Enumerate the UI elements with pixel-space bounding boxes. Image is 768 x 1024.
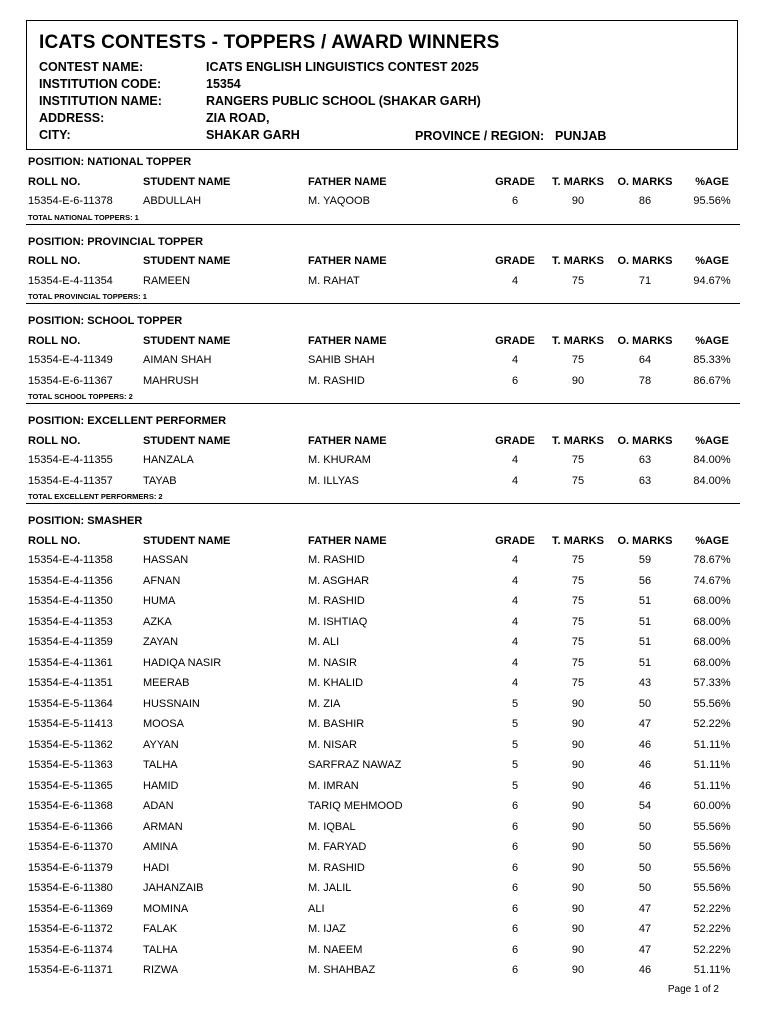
table-row [26, 694, 740, 715]
table-header-row [26, 252, 740, 271]
cell-obtained-marks: 59 [638, 554, 652, 567]
column-header-roll-no: ROLL NO. [28, 175, 81, 188]
table-row [26, 735, 740, 756]
column-header-grade: GRADE [495, 534, 535, 547]
cell-total-marks: 75 [571, 574, 585, 587]
column-header-student-name: STUDENT NAME [143, 334, 231, 347]
column-header-father-name: FATHER NAME [308, 334, 387, 347]
cell-obtained-marks: 54 [638, 800, 652, 813]
section-2 [26, 312, 740, 404]
institution-code-value: 15354 [206, 77, 241, 91]
cell-grade: 6 [511, 943, 519, 956]
cell-percentage: 55.56% [693, 697, 731, 710]
cell-student-name: AYYAN [143, 738, 179, 751]
cell-grade: 6 [511, 841, 519, 854]
section-3 [26, 412, 740, 504]
cell-roll-no: 15354-E-5-11413 [28, 718, 113, 731]
column-header-father-name: FATHER NAME [308, 434, 387, 447]
cell-roll-no: 15354-E-4-11358 [28, 554, 113, 567]
column-header-obtained-marks: O. MARKS [617, 434, 673, 447]
cell-father-name: M. ZIA [308, 697, 341, 710]
cell-father-name: M. RASHID [308, 554, 365, 567]
cell-percentage: 55.56% [693, 841, 731, 854]
column-header-student-name: STUDENT NAME [143, 255, 231, 267]
cell-roll-no: 15354-E-4-11355 [28, 454, 113, 467]
cell-total-marks: 75 [571, 615, 585, 628]
column-header-obtained-marks: O. MARKS [617, 534, 673, 547]
cell-grade: 5 [511, 697, 519, 710]
cell-total-marks: 90 [571, 943, 585, 956]
cell-student-name: HUMA [143, 595, 176, 608]
column-header-total-marks: T. MARKS [552, 175, 604, 188]
cell-student-name: HUSSNAIN [143, 697, 200, 710]
cell-obtained-marks: 50 [638, 882, 652, 895]
address-label: ADDRESS: [39, 111, 105, 125]
cell-obtained-marks: 86 [638, 195, 652, 208]
cell-roll-no: 15354-E-5-11364 [28, 697, 113, 710]
cell-percentage: 51.11% [693, 738, 731, 751]
table-header-row [26, 431, 740, 450]
column-header-grade: GRADE [495, 175, 535, 188]
cell-father-name: SARFRAZ NAWAZ [308, 759, 402, 772]
cell-total-marks: 90 [571, 861, 585, 874]
cell-father-name: M. IJAZ [308, 923, 346, 936]
cell-percentage: 51.11% [693, 964, 731, 977]
cell-roll-no: 15354-E-6-11367 [28, 374, 113, 387]
cell-percentage: 86.67% [693, 374, 731, 387]
column-header-roll-no: ROLL NO. [28, 334, 81, 347]
cell-roll-no: 15354-E-5-11365 [28, 779, 113, 792]
table-row [26, 960, 740, 981]
cell-student-name: ADAN [143, 800, 174, 813]
section-total: TOTAL EXCELLENT PERFORMERS: 2 [26, 491, 740, 504]
column-header-student-name: STUDENT NAME [143, 534, 231, 547]
cell-obtained-marks: 47 [638, 923, 652, 936]
cell-percentage: 84.00% [693, 474, 731, 487]
cell-roll-no: 15354-E-6-11374 [28, 943, 113, 956]
cell-roll-no: 15354-E-5-11363 [28, 759, 113, 772]
cell-student-name: RIZWA [143, 964, 179, 977]
cell-roll-no: 15354-E-6-11372 [28, 923, 113, 936]
cell-roll-no: 15354-E-6-11370 [28, 841, 113, 854]
cell-student-name: ABDULLAH [143, 195, 202, 208]
cell-student-name: TALHA [143, 943, 178, 956]
cell-percentage: 55.56% [693, 882, 731, 895]
cell-obtained-marks: 50 [638, 861, 652, 874]
cell-roll-no: 15354-E-6-11369 [28, 902, 113, 915]
cell-obtained-marks: 47 [638, 902, 652, 915]
table-row [26, 714, 740, 735]
cell-total-marks: 75 [571, 554, 585, 567]
column-header-grade: GRADE [495, 334, 535, 347]
cell-father-name: M. NISAR [308, 738, 357, 751]
cell-grade: 4 [511, 474, 519, 487]
cell-obtained-marks: 50 [638, 697, 652, 710]
cell-grade: 5 [511, 759, 519, 772]
cell-grade: 5 [511, 738, 519, 751]
cell-student-name: AIMAN SHAH [143, 354, 212, 367]
cell-total-marks: 75 [571, 677, 585, 690]
cell-percentage: 95.56% [693, 195, 731, 208]
table-row [26, 450, 740, 471]
cell-obtained-marks: 71 [638, 274, 652, 287]
cell-grade: 6 [511, 964, 519, 977]
cell-obtained-marks: 47 [638, 943, 652, 956]
cell-total-marks: 75 [571, 636, 585, 649]
cell-roll-no: 15354-E-4-11353 [28, 615, 113, 628]
cell-obtained-marks: 43 [638, 677, 652, 690]
cell-percentage: 85.33% [693, 354, 731, 367]
cell-percentage: 51.11% [693, 779, 731, 792]
cell-grade: 5 [511, 718, 519, 731]
table-header-row [26, 531, 740, 550]
section-4 [26, 512, 740, 981]
column-header-obtained-marks: O. MARKS [617, 255, 673, 267]
cell-father-name: M. SHAHBAZ [308, 964, 376, 977]
column-header-grade: GRADE [495, 255, 535, 267]
table-row [26, 591, 740, 612]
cell-total-marks: 90 [571, 923, 585, 936]
section-total: TOTAL PROVINCIAL TOPPERS: 1 [26, 291, 740, 304]
cell-percentage: 55.56% [693, 861, 731, 874]
cell-grade: 6 [511, 800, 519, 813]
cell-father-name: M. YAQOOB [308, 195, 370, 208]
table-row [26, 612, 740, 633]
cell-total-marks: 90 [571, 738, 585, 751]
cell-student-name: ZAYAN [143, 636, 179, 649]
cell-student-name: AZKA [143, 615, 172, 628]
cell-obtained-marks: 51 [638, 615, 652, 628]
table-row [26, 940, 740, 961]
cell-obtained-marks: 51 [638, 636, 652, 649]
header-box [26, 20, 738, 150]
column-header-percentage: %AGE [695, 334, 729, 347]
cell-father-name: M. JALIL [308, 882, 352, 895]
cell-total-marks: 75 [571, 595, 585, 608]
cell-grade: 6 [511, 923, 519, 936]
cell-percentage: 52.22% [693, 943, 731, 956]
cell-grade: 4 [511, 354, 519, 367]
cell-percentage: 74.67% [693, 574, 731, 587]
cell-obtained-marks: 78 [638, 374, 652, 387]
cell-student-name: HADIQA NASIR [143, 656, 222, 669]
column-header-percentage: %AGE [695, 175, 729, 188]
cell-father-name: M. NAEEM [308, 943, 363, 956]
cell-total-marks: 90 [571, 718, 585, 731]
cell-total-marks: 75 [571, 474, 585, 487]
cell-obtained-marks: 46 [638, 759, 652, 772]
table-row [26, 796, 740, 817]
institution-name-label: INSTITUTION NAME: [39, 94, 162, 108]
cell-percentage: 52.22% [693, 902, 731, 915]
cell-student-name: HANZALA [143, 454, 194, 467]
column-header-percentage: %AGE [695, 434, 729, 447]
cell-obtained-marks: 56 [638, 574, 652, 587]
table-header-row [26, 331, 740, 350]
cell-father-name: M. NASIR [308, 656, 357, 669]
cell-total-marks: 90 [571, 800, 585, 813]
cell-student-name: JAHANZAIB [143, 882, 204, 895]
cell-grade: 5 [511, 779, 519, 792]
cell-percentage: 60.00% [693, 800, 731, 813]
table-row [26, 471, 740, 492]
position-title: POSITION: SCHOOL TOPPER [28, 315, 183, 327]
cell-student-name: AMINA [143, 841, 178, 854]
cell-student-name: FALAK [143, 923, 178, 936]
province-label: PROVINCE / REGION: [415, 129, 545, 143]
cell-student-name: TALHA [143, 759, 178, 772]
cell-percentage: 52.22% [693, 718, 731, 731]
cell-grade: 4 [511, 574, 519, 587]
section-0 [26, 153, 740, 225]
cell-percentage: 84.00% [693, 454, 731, 467]
cell-total-marks: 90 [571, 374, 585, 387]
cell-father-name: ALI [308, 902, 325, 915]
cell-roll-no: 15354-E-4-11361 [28, 656, 113, 669]
cell-total-marks: 90 [571, 759, 585, 772]
column-header-percentage: %AGE [695, 534, 729, 547]
table-row [26, 550, 740, 571]
cell-percentage: 68.00% [693, 636, 731, 649]
results-list [26, 153, 740, 981]
table-row [26, 571, 740, 592]
cell-student-name: HASSAN [143, 554, 189, 567]
table-row [26, 776, 740, 797]
cell-grade: 4 [511, 615, 519, 628]
cell-father-name: M. RAHAT [308, 274, 360, 287]
institution-name-value: RANGERS PUBLIC SCHOOL (SHAKAR GARH) [206, 94, 481, 108]
cell-total-marks: 90 [571, 964, 585, 977]
cell-father-name: M. RASHID [308, 861, 365, 874]
cell-roll-no: 15354-E-6-11379 [28, 861, 113, 874]
section-total: TOTAL NATIONAL TOPPERS: 1 [26, 212, 740, 225]
cell-student-name: HAMID [143, 779, 179, 792]
column-header-obtained-marks: O. MARKS [617, 334, 673, 347]
cell-father-name: M. ASGHAR [308, 574, 370, 587]
cell-father-name: M. RASHID [308, 595, 365, 608]
cell-father-name: M. FARYAD [308, 841, 367, 854]
cell-roll-no: 15354-E-5-11362 [28, 738, 113, 751]
table-row [26, 350, 740, 371]
cell-percentage: 57.33% [693, 677, 731, 690]
cell-obtained-marks: 63 [638, 474, 652, 487]
cell-obtained-marks: 47 [638, 718, 652, 731]
cell-percentage: 52.22% [693, 923, 731, 936]
cell-grade: 6 [511, 861, 519, 874]
cell-grade: 6 [511, 902, 519, 915]
cell-percentage: 68.00% [693, 615, 731, 628]
position-title: POSITION: EXCELLENT PERFORMER [28, 415, 227, 427]
cell-roll-no: 15354-E-4-11354 [28, 274, 113, 287]
column-header-roll-no: ROLL NO. [28, 534, 81, 547]
section-total: TOTAL SCHOOL TOPPERS: 2 [26, 391, 740, 404]
table-row [26, 858, 740, 879]
cell-roll-no: 15354-E-4-11351 [28, 677, 113, 690]
cell-roll-no: 15354-E-6-11380 [28, 882, 113, 895]
cell-obtained-marks: 51 [638, 656, 652, 669]
column-header-obtained-marks: O. MARKS [617, 175, 673, 188]
cell-percentage: 68.00% [693, 595, 731, 608]
cell-obtained-marks: 64 [638, 354, 652, 367]
cell-total-marks: 75 [571, 454, 585, 467]
column-header-father-name: FATHER NAME [308, 175, 387, 188]
table-row [26, 878, 740, 899]
cell-roll-no: 15354-E-4-11359 [28, 636, 113, 649]
column-header-total-marks: T. MARKS [552, 534, 604, 547]
cell-grade: 6 [511, 195, 519, 208]
city-value: SHAKAR GARH [206, 128, 300, 142]
cell-student-name: RAMEEN [143, 274, 191, 287]
cell-father-name: M. KHURAM [308, 454, 371, 467]
cell-father-name: M. BASHIR [308, 718, 365, 731]
cell-obtained-marks: 63 [638, 454, 652, 467]
cell-father-name: M. IQBAL [308, 820, 356, 833]
cell-total-marks: 90 [571, 697, 585, 710]
cell-father-name: TARIQ MEHMOOD [308, 800, 403, 813]
column-header-father-name: FATHER NAME [308, 255, 387, 267]
position-title: POSITION: NATIONAL TOPPER [28, 156, 192, 168]
table-row [26, 371, 740, 392]
table-row [26, 673, 740, 694]
institution-code-label: INSTITUTION CODE: [39, 77, 162, 91]
column-header-father-name: FATHER NAME [308, 534, 387, 547]
cell-student-name: TAYAB [143, 474, 177, 487]
cell-father-name: M. ILLYAS [308, 474, 359, 487]
cell-father-name: SAHIB SHAH [308, 354, 375, 367]
cell-grade: 4 [511, 636, 519, 649]
cell-total-marks: 90 [571, 902, 585, 915]
table-row [26, 899, 740, 920]
cell-student-name: HADI [143, 861, 170, 874]
column-header-roll-no: ROLL NO. [28, 434, 81, 447]
position-title: POSITION: PROVINCIAL TOPPER [28, 235, 204, 248]
column-header-total-marks: T. MARKS [552, 334, 604, 347]
address-value: ZIA ROAD, [206, 111, 270, 125]
cell-total-marks: 75 [571, 274, 585, 287]
column-header-total-marks: T. MARKS [552, 255, 604, 267]
cell-grade: 6 [511, 374, 519, 387]
cell-roll-no: 15354-E-4-11357 [28, 474, 113, 487]
contest-name-value: ICATS ENGLISH LINGUISTICS CONTEST 2025 [206, 60, 479, 74]
city-label: CITY: [39, 128, 71, 142]
cell-obtained-marks: 51 [638, 595, 652, 608]
cell-percentage: 51.11% [693, 759, 731, 772]
cell-grade: 4 [511, 554, 519, 567]
cell-grade: 4 [511, 677, 519, 690]
cell-obtained-marks: 50 [638, 841, 652, 854]
cell-total-marks: 75 [571, 354, 585, 367]
column-header-student-name: STUDENT NAME [143, 434, 231, 447]
cell-grade: 4 [511, 274, 519, 287]
cell-roll-no: 15354-E-6-11366 [28, 820, 113, 833]
column-header-percentage: %AGE [695, 255, 729, 267]
table-row [26, 919, 740, 940]
cell-percentage: 55.56% [693, 820, 731, 833]
page-number: Page 1 of 2 [667, 984, 719, 995]
cell-roll-no: 15354-E-6-11368 [28, 800, 113, 813]
position-title: POSITION: SMASHER [28, 515, 143, 527]
cell-obtained-marks: 46 [638, 738, 652, 751]
cell-father-name: M. IMRAN [308, 779, 359, 792]
cell-obtained-marks: 46 [638, 964, 652, 977]
cell-roll-no: 15354-E-6-11378 [28, 195, 113, 208]
table-row [26, 653, 740, 674]
cell-total-marks: 90 [571, 779, 585, 792]
table-row [26, 755, 740, 776]
cell-grade: 6 [511, 882, 519, 895]
cell-obtained-marks: 46 [638, 779, 652, 792]
cell-roll-no: 15354-E-6-11371 [28, 964, 113, 977]
cell-obtained-marks: 50 [638, 820, 652, 833]
province-value: PUNJAB [555, 129, 607, 143]
table-header-row [26, 172, 740, 191]
cell-father-name: M. ISHTIAQ [308, 615, 368, 628]
cell-percentage: 68.00% [693, 656, 731, 669]
cell-percentage: 78.67% [693, 554, 731, 567]
cell-roll-no: 15354-E-4-11350 [28, 595, 113, 608]
table-row [26, 191, 740, 212]
cell-total-marks: 75 [571, 656, 585, 669]
cell-total-marks: 90 [571, 882, 585, 895]
cell-roll-no: 15354-E-4-11349 [28, 354, 113, 367]
cell-father-name: M. ALI [308, 636, 340, 649]
column-header-total-marks: T. MARKS [552, 434, 604, 447]
cell-student-name: MOOSA [143, 718, 184, 731]
table-row [26, 632, 740, 653]
table-row [26, 837, 740, 858]
cell-percentage: 94.67% [693, 274, 731, 287]
cell-total-marks: 90 [571, 841, 585, 854]
cell-grade: 6 [511, 820, 519, 833]
cell-student-name: AFNAN [143, 574, 181, 587]
section-1 [26, 233, 740, 305]
table-row [26, 271, 740, 292]
cell-total-marks: 90 [571, 820, 585, 833]
contest-name-label: CONTEST NAME: [39, 60, 144, 74]
cell-student-name: MAHRUSH [143, 374, 199, 387]
page-title: ICATS CONTESTS - TOPPERS / AWARD WINNERS [39, 32, 500, 53]
cell-student-name: MOMINA [143, 902, 189, 915]
column-header-student-name: STUDENT NAME [143, 175, 231, 188]
cell-roll-no: 15354-E-4-11356 [28, 574, 113, 587]
column-header-grade: GRADE [495, 434, 535, 447]
cell-student-name: ARMAN [143, 820, 183, 833]
cell-grade: 4 [511, 454, 519, 467]
column-header-roll-no: ROLL NO. [28, 255, 81, 267]
cell-student-name: MEERAB [143, 677, 190, 690]
cell-grade: 4 [511, 656, 519, 669]
cell-father-name: M. RASHID [308, 374, 365, 387]
cell-father-name: M. KHALID [308, 677, 364, 690]
cell-grade: 4 [511, 595, 519, 608]
table-row [26, 817, 740, 838]
cell-total-marks: 90 [571, 195, 585, 208]
